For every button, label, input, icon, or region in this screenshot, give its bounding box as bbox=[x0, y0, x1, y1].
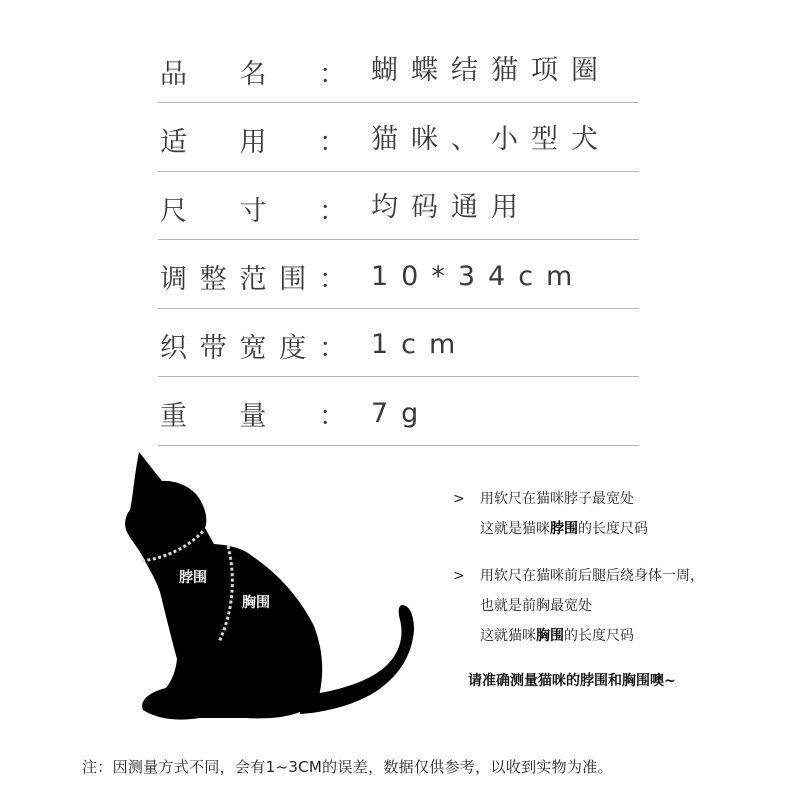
highlight-text: 脖围 bbox=[550, 521, 578, 537]
spec-table bbox=[158, 36, 639, 446]
instruction-text: 这就猫咪 bbox=[480, 628, 536, 644]
instruction-text: 的长度尺码 bbox=[564, 628, 634, 644]
spec-label bbox=[160, 394, 346, 434]
neck-instruction bbox=[453, 484, 783, 544]
spec-value: 猫咪、小型犬 bbox=[371, 123, 611, 155]
highlight-text: 胸围 bbox=[536, 628, 564, 644]
label-char: 寸 bbox=[239, 195, 267, 227]
label-char: 宽 bbox=[239, 332, 267, 364]
label-char: 量 bbox=[239, 401, 267, 432]
footnote: 注：因测量方式不同，会有1~3CM的误差，数据仅供参考，以收到实物为准。 bbox=[82, 758, 613, 776]
label-char: 围 bbox=[279, 264, 307, 295]
label-char: 度 bbox=[279, 332, 307, 364]
measure-reminder: 请准确测量猫咪的脖围和胸围噢~ bbox=[468, 673, 676, 689]
spec-row-name bbox=[158, 36, 639, 103]
spec-value: 蝴蝶结猫项圈 bbox=[371, 55, 611, 86]
spec-value: 10*34cm bbox=[371, 260, 586, 292]
spec-label bbox=[160, 325, 346, 365]
spec-label bbox=[160, 257, 346, 297]
spec-label bbox=[160, 51, 346, 91]
spec-value: 7g bbox=[371, 397, 432, 429]
label-colon: ： bbox=[319, 195, 346, 227]
cat-measurement-illustration bbox=[0, 440, 440, 740]
label-char: 用 bbox=[239, 127, 267, 158]
measurement-instructions bbox=[453, 484, 783, 651]
label-char: 整 bbox=[199, 264, 227, 295]
chest-instruction bbox=[453, 561, 783, 651]
spec-row-strap-width bbox=[158, 310, 639, 377]
instruction-line: 也就是前胸最宽处 bbox=[480, 598, 592, 614]
instruction-line bbox=[480, 514, 783, 544]
instruction-line: 用软尺在猫咪前后腿后绕身体一周， bbox=[480, 568, 704, 584]
label-char: 范 bbox=[239, 264, 267, 295]
label-char: 品 bbox=[160, 58, 187, 90]
instruction-line bbox=[480, 621, 783, 651]
cat-silhouette-icon bbox=[125, 452, 414, 720]
label-colon: ： bbox=[319, 401, 346, 432]
chest-label: 胸围 bbox=[242, 595, 270, 611]
label-char: 带 bbox=[199, 332, 227, 364]
spec-value: 均码通用 bbox=[371, 192, 531, 223]
arrow-icon: > bbox=[453, 568, 465, 584]
instruction-line: 用软尺在猫咪脖子最宽处 bbox=[480, 491, 634, 507]
label-char: 名 bbox=[239, 58, 267, 90]
label-colon: ： bbox=[319, 332, 346, 364]
instruction-text: 的长度尺码 bbox=[578, 521, 648, 537]
spec-row-size bbox=[158, 173, 639, 240]
spec-label bbox=[160, 188, 346, 228]
label-char: 调 bbox=[160, 264, 187, 295]
label-colon: ： bbox=[319, 264, 346, 295]
arrow-icon: > bbox=[453, 491, 465, 507]
spec-value: 1cm bbox=[371, 329, 469, 360]
label-colon: ： bbox=[319, 58, 346, 90]
instruction-text: 这就是猫咪 bbox=[480, 521, 550, 537]
spec-row-usage bbox=[158, 105, 639, 172]
label-char: 织 bbox=[160, 332, 187, 364]
label-char: 适 bbox=[160, 127, 187, 158]
neck-label: 脖围 bbox=[179, 570, 207, 586]
label-char: 尺 bbox=[160, 195, 187, 227]
spec-row-weight bbox=[158, 379, 639, 446]
label-colon: ： bbox=[319, 127, 346, 158]
spec-row-adjust-range bbox=[158, 242, 639, 309]
spec-label bbox=[160, 120, 346, 160]
label-char: 重 bbox=[160, 401, 187, 432]
